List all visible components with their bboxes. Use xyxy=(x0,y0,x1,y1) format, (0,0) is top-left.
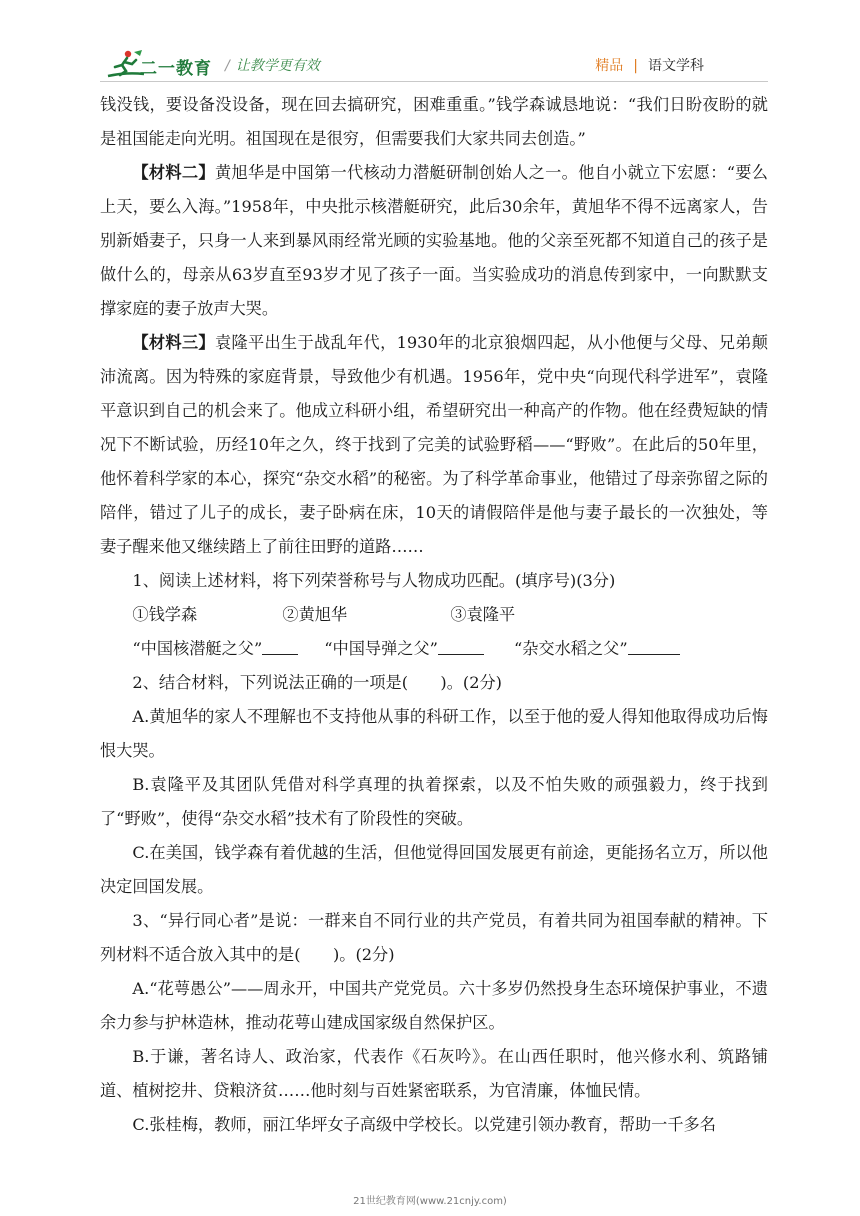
question-1-options xyxy=(100,598,768,632)
answer-blank-3[interactable] xyxy=(628,632,680,655)
material-two-text: 黄旭华是中国第一代核动力潜艇研制创始人之一。他自小就立下宏愿：“要么上天，要么入海。”1958年，中央批示核潜艇研究，此后30余年，黄旭华不得不远离家人，告别新婚妻子，只身一人来到暴风雨经常光顾的实验基地。他的父亲至死都不知道自己的孩子是做什么的，母亲从63岁直至93岁才见了孩子一面。当实验成功的消息传到家中，一向默默支撑家庭的妻子放声大哭。 xyxy=(100,163,768,318)
quality-tag: 精品 xyxy=(595,58,624,74)
question-2-option-b: B.袁隆平及其团队凭借对科学真理的执着探索，以及不怕失败的顽强毅力，终于找到了“野败”，使得“杂交水稻”技术有了阶段性的突破。 xyxy=(100,775,768,828)
brand-name: 二一教育 xyxy=(140,59,212,79)
question-3-option-c: C.张桂梅，教师，丽江华坪女子高级中学校长。以党建引领办教育，帮助一千多名 xyxy=(132,1115,716,1134)
question-3: 3、“异行同心者”是说：一群来自不同行业的共产党员，有着共同为祖国奉献的精神。下列材料不适合放入其中的是( )。(2分) xyxy=(100,911,768,964)
paragraph-continued: 钱没钱，要设备没设备，现在回去搞研究，困难重重。”钱学森诚恳地说：“我们日盼夜盼的就是祖国能走向光明。祖国现在是很穷，但需要我们大家共同去创造。” xyxy=(100,95,768,148)
option-qian: ①钱学森 xyxy=(132,605,198,624)
blank-label-rice: “杂交水稻之父” xyxy=(513,639,628,658)
question-2-option-c: C.在美国，钱学森有着优越的生活，但他觉得回国发展更有前途，更能扬名立万，所以他决定回国发展。 xyxy=(100,843,768,896)
page-header xyxy=(0,0,860,84)
question-1: 1、阅读上述材料，将下列荣誉称号与人物成功匹配。(填序号)(3分) xyxy=(132,571,616,590)
header-divider xyxy=(100,81,768,82)
blank-label-submarine: “中国核潜艇之父” xyxy=(132,639,263,658)
header-tags xyxy=(595,55,704,75)
question-3-option-a: A.“花萼愚公”——周永开，中国共产党党员。六十多岁仍然投身生态环境保护事业，不遗余力参与护林造林，推动花萼山建成国家级自然保护区。 xyxy=(100,979,768,1032)
question-1-blanks xyxy=(100,632,768,666)
page-footer: 21世纪教育网(www.21cnjy.com) xyxy=(353,1196,507,1207)
answer-blank-1[interactable] xyxy=(262,632,298,655)
slogan-text: 让教学更有效 xyxy=(235,58,320,74)
material-three-paragraph xyxy=(100,326,768,564)
option-yuan: ③袁隆平 xyxy=(450,605,516,624)
material-two-paragraph xyxy=(100,156,768,326)
answer-blank-2[interactable] xyxy=(438,632,484,655)
material-three-text: 袁隆平出生于战乱年代，1930年的北京狼烟四起，从小他便与父母、兄弟颠沛流离。因为特殊的家庭背景，导致他少有机遇。1956年，党中央“向现代科学进军”，袁隆平意识到自己的机会来了。他成立科研小组，希望研究出一种高产的作物。他在经费短缺的情况下不断试验，历经10年之久，终于找到了完美的试验野稻——“野败”。在此后的50年里，他怀着科学家的本心，探究“杂交水稻”的秘密。为了科学革命事业，他错过了母亲弥留之际的陪伴，错过了儿子的成长，妻子卧病在床，10天的请假陪伴是他与妻子最长的一次独处，等妻子醒来他又继续踏上了前往田野的道路…… xyxy=(100,333,768,556)
brand-slogan xyxy=(225,55,320,75)
subject-tag: 语文学科 xyxy=(648,58,704,74)
question-2: 2、结合材料，下列说法正确的一项是( )。(2分) xyxy=(132,673,502,692)
option-huang: ②黄旭华 xyxy=(282,605,348,624)
question-3-option-b: B.于谦，著名诗人、政治家，代表作《石灰吟》。在山西任职时，他兴修水利、筑路铺道、植树挖井、贷粮济贫……他时刻与百姓紧密联系，为官清廉，体恤民情。 xyxy=(100,1047,768,1100)
material-three-label: 【材料三】 xyxy=(132,333,215,352)
slogan-separator: / xyxy=(225,58,230,74)
document-body xyxy=(100,88,768,1142)
blank-label-missile: “中国导弹之父” xyxy=(324,639,438,658)
tag-separator: | xyxy=(633,58,638,74)
material-two-label: 【材料二】 xyxy=(132,163,215,182)
question-2-option-a: A.黄旭华的家人不理解也不支持他从事的科研工作，以至于他的爱人得知他取得成功后悔恨大哭。 xyxy=(100,707,768,760)
